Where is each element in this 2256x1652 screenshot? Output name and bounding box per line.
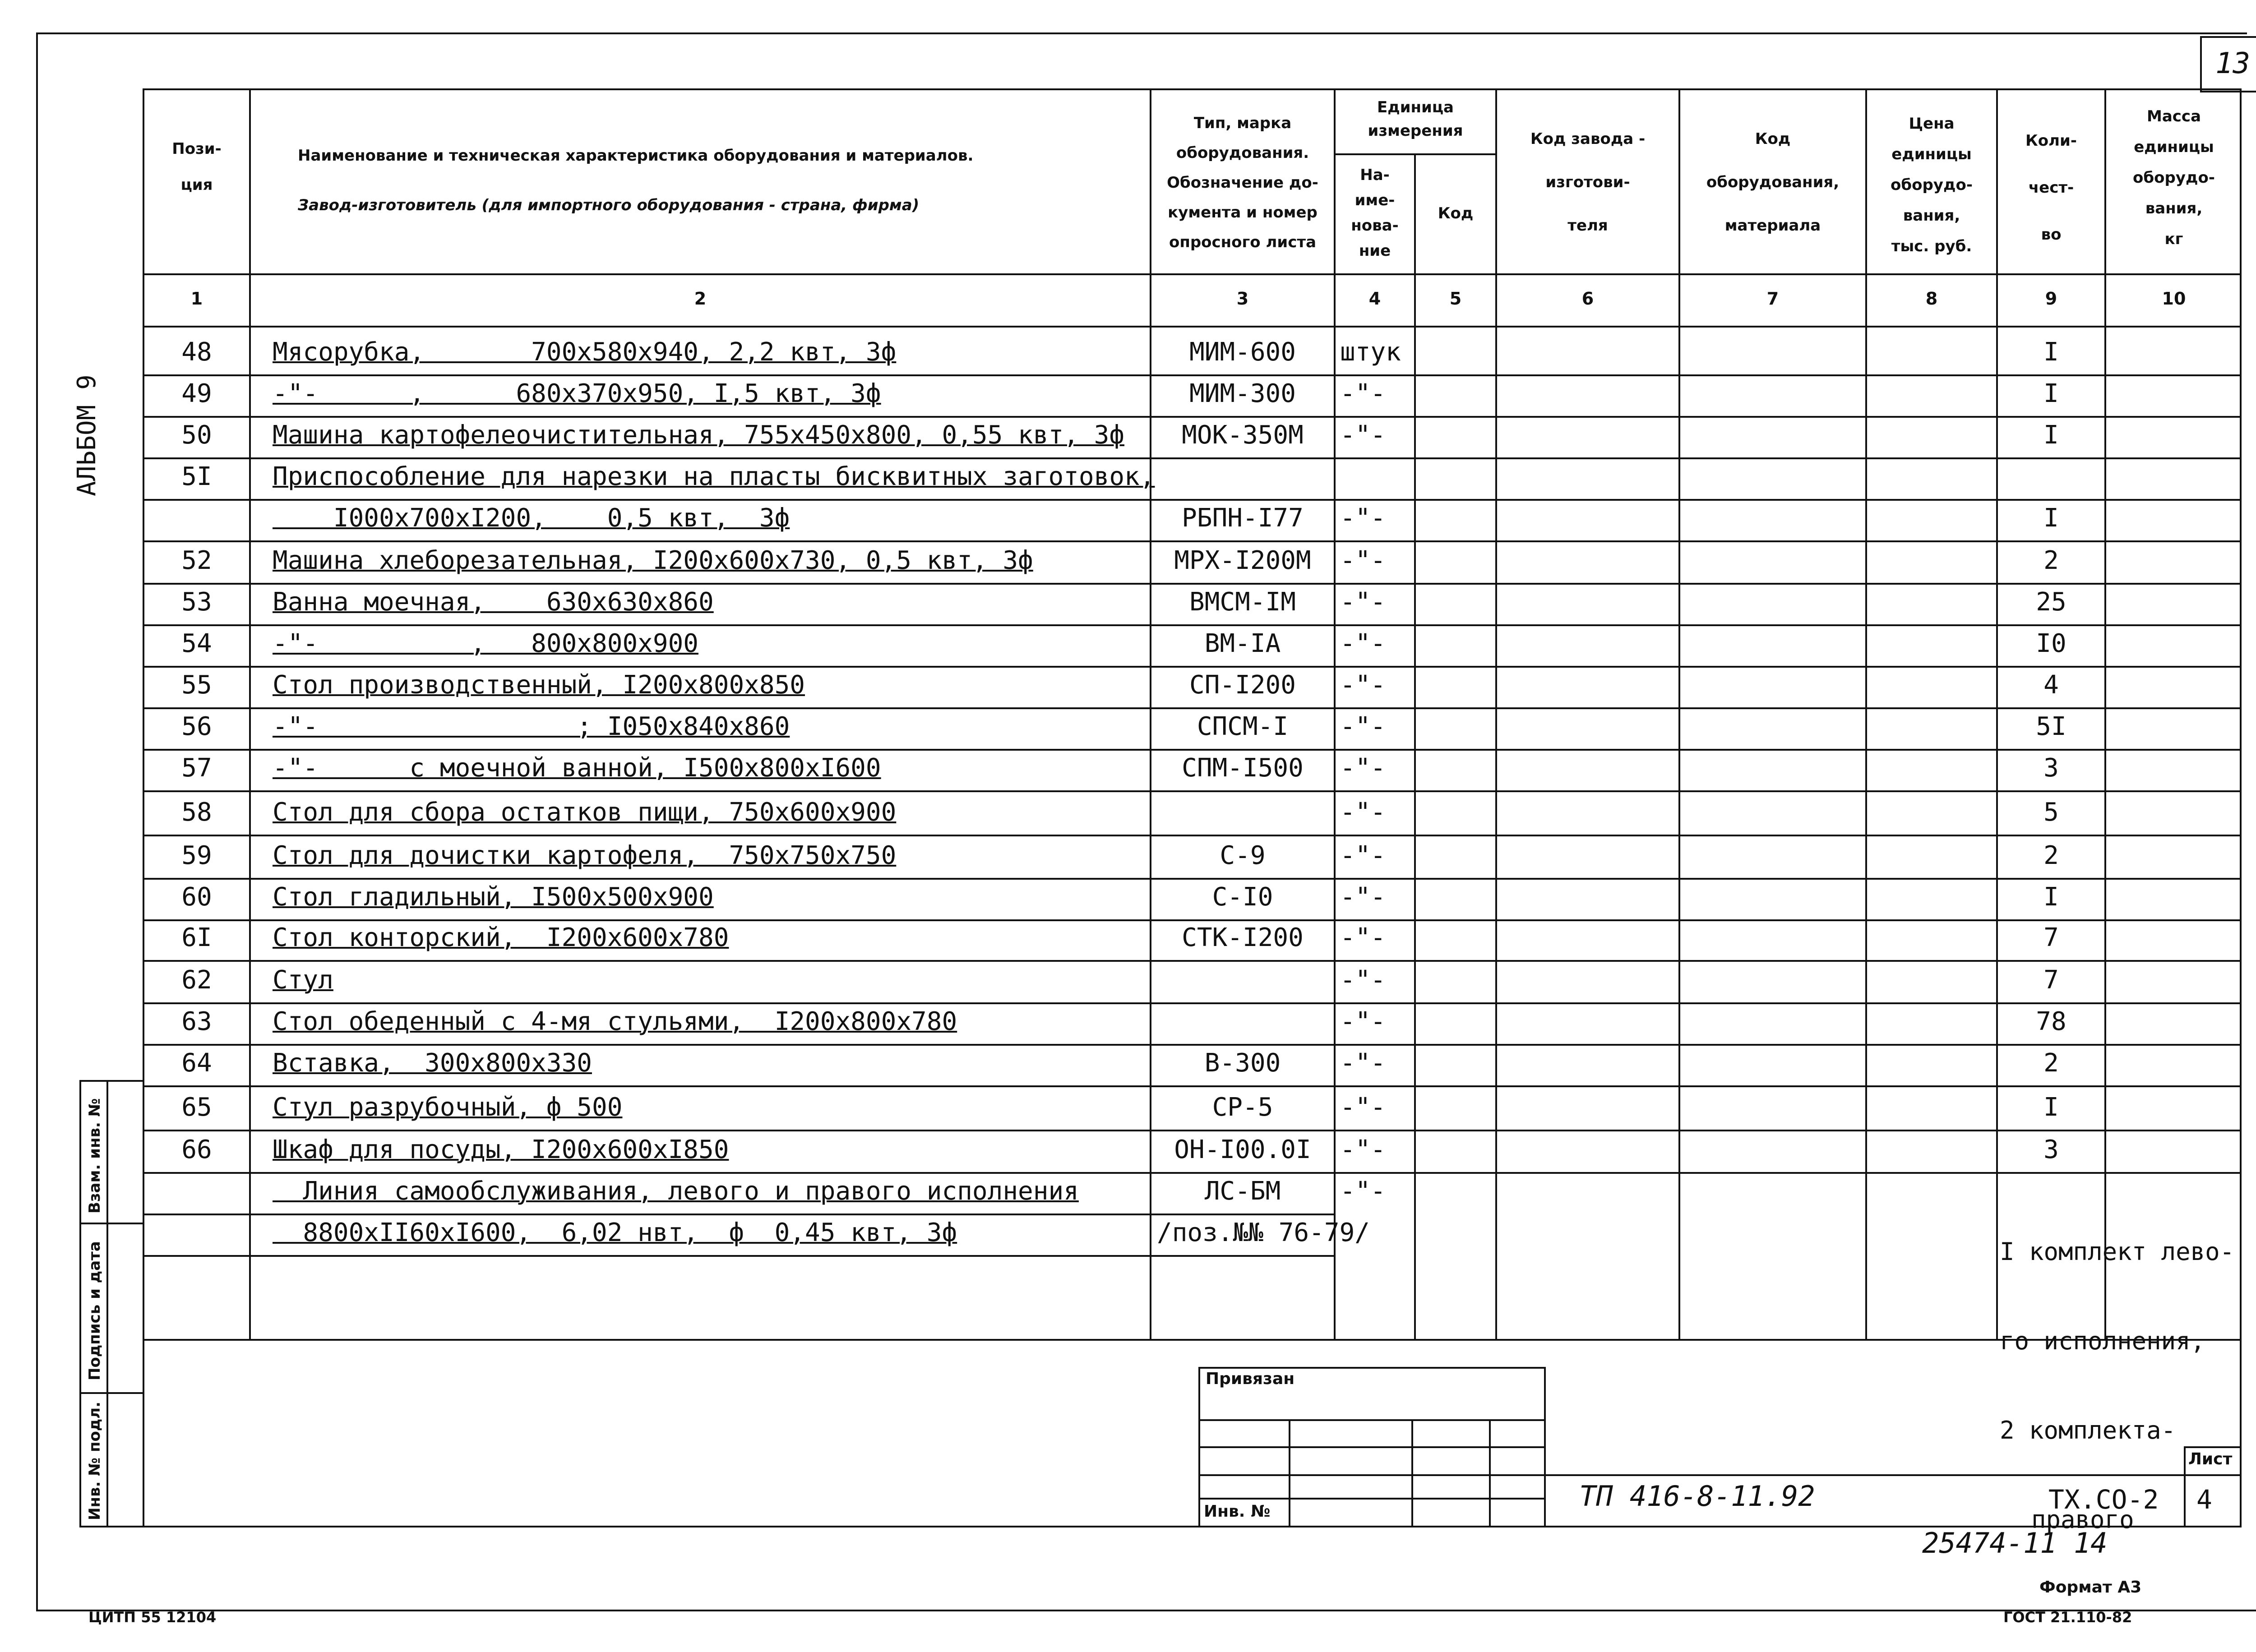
sheet-code: ТХ.СО-2: [2048, 1484, 2159, 1515]
colnum-7: 7: [1766, 289, 1779, 309]
row-type: МОК-350М: [1182, 420, 1304, 450]
table-row: [0, 335, 2256, 375]
row-unit: -"-: [1340, 1048, 1386, 1078]
row-type: МРХ-I200М: [1174, 546, 1311, 575]
list-box-top: [2184, 1446, 2242, 1448]
row-name: Машина картофелеочистительная, 755х450х800, 0,55 квт, 3ф: [273, 420, 1125, 450]
row-unit: -"-: [1340, 503, 1386, 533]
format-label: Формат А3: [2039, 1578, 2142, 1597]
row-name: Вставка, 300х800х330: [273, 1048, 592, 1078]
row-qty: 7: [2043, 923, 2059, 952]
row-unit: -"-: [1340, 712, 1386, 741]
row-name: Стол конторский, I200х600х780: [273, 923, 729, 952]
row-pos: 49: [181, 379, 212, 408]
table-row: [0, 795, 2256, 835]
row-type: ОН-I00.0I: [1174, 1135, 1311, 1164]
row-name: Стол для сбора остатков пищи, 750х600х900: [273, 798, 897, 827]
row-qty: I: [2043, 1093, 2059, 1122]
row-pos: 5I: [181, 462, 212, 491]
row-type: С-9: [1220, 841, 1266, 870]
row-qty: I: [2043, 337, 2059, 367]
corner-number: 13: [2215, 47, 2251, 80]
row-pos: 64: [181, 1048, 212, 1078]
table-row: [0, 920, 2256, 961]
row-type: СТК-I200: [1182, 923, 1304, 952]
privyazan-label: Привязан: [1206, 1370, 1295, 1388]
row-pos: 53: [181, 587, 212, 617]
row-pos: 60: [181, 882, 212, 912]
table-row: [0, 963, 2256, 1003]
row-qty: 7: [2043, 965, 2059, 995]
row-pos: 55: [181, 670, 212, 700]
row-name: Стол гладильный, I500х500х900: [273, 882, 714, 912]
header-col9: Коли- чест- во: [2025, 132, 2077, 244]
row-pos: 56: [181, 712, 212, 741]
row-type: В-300: [1204, 1048, 1281, 1078]
row-unit: -"-: [1340, 1007, 1386, 1036]
title-block-h: [1546, 1474, 2242, 1476]
row-name: Линия самообслуживания, левого и правого исполнения: [273, 1177, 1079, 1206]
row-unit: -"-: [1340, 670, 1386, 700]
row-name: -"- с моечной ванной, I500х800хI600: [273, 753, 881, 783]
footer-gost: ГОСТ 21.110-82: [2003, 1609, 2132, 1626]
row-unit: -"-: [1340, 798, 1386, 827]
row-type: СПМ-I500: [1182, 753, 1304, 783]
table-row: [0, 543, 2256, 584]
row-name: -"- , 680х370х950, I,5 квт, 3ф: [273, 379, 881, 408]
row-pos: 50: [181, 420, 212, 450]
row-unit: -"-: [1340, 882, 1386, 912]
row-pos: 65: [181, 1093, 212, 1122]
colnum-6: 6: [1581, 289, 1594, 309]
row-unit: -"-: [1340, 841, 1386, 870]
row-pos: 59: [181, 841, 212, 870]
outer-frame-bottom: [36, 1610, 2256, 1611]
privyazan-v3: [1489, 1419, 1491, 1527]
row-separator: [143, 835, 2242, 836]
colnum-9: 9: [2045, 289, 2057, 309]
header-col10: Масса единицы оборудо- вания, кг: [2133, 107, 2215, 248]
row-type: СП-I200: [1189, 670, 1296, 700]
corner-number-box: [2200, 36, 2256, 92]
row-qty: 2: [2043, 546, 2059, 575]
row-name: Ванна моечная, 630х630х860: [273, 587, 714, 617]
table-row: [0, 459, 2256, 500]
numbers-divider: [143, 326, 2242, 328]
row-qty: 2: [2043, 1048, 2059, 1078]
colnum-8: 8: [1925, 289, 1938, 309]
row-unit: -"-: [1340, 753, 1386, 783]
row-pos: 48: [181, 337, 212, 367]
privyazan-h4: [1198, 1498, 1546, 1500]
side-block-h2: [79, 1392, 144, 1394]
row-type: МИМ-300: [1189, 379, 1296, 408]
row-qty: I: [2043, 379, 2059, 408]
row-name: 8800хII60хI600, 6,02 нвт, ф 0,45 квт, 3ф: [273, 1218, 957, 1247]
table-row: [0, 376, 2256, 417]
row-unit: -"-: [1340, 587, 1386, 617]
table-row: [0, 751, 2256, 791]
side-block-h1: [79, 1223, 144, 1224]
header-col3: Тип, марка оборудования. Обозначение до- кумента и номер опросного листа: [1167, 114, 1318, 251]
table-row: [0, 1090, 2256, 1131]
row-type: /поз.№№ 76-79/: [1157, 1218, 1370, 1247]
header-col2: Наименование и техническая характеристика оборудования и материалов. Завод-изготовитель (для импортного оборудования - страна, фирма): [298, 147, 974, 214]
header-col8: Цена единицы оборудо- вания, тыс. руб.: [1891, 115, 1973, 255]
row-type: СПСМ-I: [1197, 712, 1289, 741]
row-type: РБПН-I77: [1182, 503, 1304, 533]
row-type: ВМСМ-IМ: [1189, 587, 1296, 617]
row-name: -"- , 800х800х900: [273, 629, 699, 658]
header-col5: Код: [1438, 204, 1474, 222]
side-label-replace-inv: Взам. инв. №: [86, 1098, 104, 1214]
table-row: [0, 418, 2256, 458]
row-type: МИМ-600: [1189, 337, 1296, 367]
doc-code: ТП 416-8-11.92: [1579, 1480, 1815, 1513]
row-name: Стул разрубочный, ф 500: [273, 1093, 623, 1122]
row-unit: -"-: [1340, 546, 1386, 575]
colnum-3: 3: [1236, 289, 1249, 309]
row-unit: -"-: [1340, 1093, 1386, 1122]
row-qty: 25: [2036, 587, 2066, 617]
row-name: Мясорубка, 700х580х940, 2,2 квт, 3ф: [273, 337, 897, 367]
privyazan-v2: [1411, 1419, 1413, 1527]
row-unit: штук: [1340, 337, 1401, 367]
row-name: Стол производственный, I200х800х850: [273, 670, 805, 700]
row-type: ВМ-IА: [1204, 629, 1281, 658]
table-row: [0, 668, 2256, 708]
row-name: I000х700хI200, 0,5 квт, 3ф: [273, 503, 790, 533]
outer-frame-top: [36, 32, 2247, 34]
list-number: 4: [2196, 1484, 2212, 1515]
row-unit: -"-: [1340, 923, 1386, 952]
colnum-2: 2: [694, 289, 707, 309]
table-row: [0, 1132, 2256, 1173]
table-row: [0, 501, 2256, 541]
row-qty: I0: [2036, 629, 2066, 658]
row-qty: 4: [2043, 670, 2059, 700]
table-row: [0, 1004, 2256, 1045]
row-unit: -"-: [1340, 379, 1386, 408]
row-separator: [143, 790, 2242, 792]
header-col6: Код завода - изготови- теля: [1530, 130, 1646, 235]
list-box-left: [2184, 1446, 2186, 1527]
row-name: Стул: [273, 965, 333, 995]
list-box-mid: [2184, 1474, 2242, 1476]
header-col4-group: Единица измерения: [1368, 98, 1463, 140]
header-col4-name: На- име- нова- ние: [1351, 166, 1399, 260]
line-kit-note: I комплект лево- го исполнения, 2 комплекта- правого: [2000, 1237, 2235, 1534]
row-pos: 57: [181, 753, 212, 783]
row-type: С-I0: [1212, 882, 1273, 912]
table-row: [0, 880, 2256, 920]
row-unit: -"-: [1340, 965, 1386, 995]
table-row: [0, 1046, 2256, 1086]
row-qty: 78: [2036, 1007, 2066, 1036]
row-type: ЛС-БМ: [1204, 1177, 1281, 1206]
row-pos: 63: [181, 1007, 212, 1036]
colnum-1: 1: [190, 289, 203, 309]
table-row: [0, 1174, 2256, 1214]
row-qty: 5I: [2036, 712, 2066, 741]
row-pos: 58: [181, 798, 212, 827]
row-separator: [143, 540, 2242, 542]
side-label-signature-date: Подпись и дата: [86, 1241, 104, 1380]
archive-number: 25474-11 14: [1922, 1527, 2108, 1560]
row-qty: I: [2043, 882, 2059, 912]
row-unit: -"-: [1340, 629, 1386, 658]
row-qty: 3: [2043, 753, 2059, 783]
row-name: Стол для дочистки картофеля, 750х750х750: [273, 841, 897, 870]
row-qty: 2: [2043, 841, 2059, 870]
row-separator: [143, 1255, 1334, 1257]
privyazan-h3: [1198, 1474, 1546, 1476]
table-row: [0, 838, 2256, 879]
row-separator: [143, 1130, 2242, 1131]
row-pos: 66: [181, 1135, 212, 1164]
list-label: Лист: [2188, 1450, 2233, 1468]
unit-group-divider: [1334, 153, 1495, 155]
footer-left: ЦИТП 55 12104: [88, 1609, 217, 1626]
row-qty: I: [2043, 503, 2059, 533]
row-name: -"- ; I050х840х860: [273, 712, 790, 741]
row-qty: 5: [2043, 798, 2059, 827]
side-block-divider: [106, 1080, 108, 1527]
row-name: Шкаф для посуды, I200х600хI850: [273, 1135, 729, 1164]
table-row: [0, 709, 2256, 750]
album-label: АЛЬБОМ 9: [72, 374, 102, 496]
row-pos: 52: [181, 546, 212, 575]
table-row: [0, 585, 2256, 625]
row-name: Стол обеденный с 4-мя стульями, I200х800х780: [273, 1007, 957, 1036]
row-separator: [143, 960, 2242, 962]
colnum-10: 10: [2162, 289, 2186, 309]
row-unit: -"-: [1340, 1177, 1386, 1206]
row-pos: 62: [181, 965, 212, 995]
privyazan-h1: [1198, 1419, 1546, 1421]
side-label-inv-original: Инв. № подл.: [86, 1401, 104, 1520]
inv-no-label: Инв. №: [1204, 1502, 1271, 1521]
header-col1: Пози- ция: [172, 140, 222, 194]
colnum-5: 5: [1449, 289, 1462, 309]
privyazan-v1: [1289, 1419, 1290, 1527]
row-qty: I: [2043, 420, 2059, 450]
header-col7: Код оборудования, материала: [1706, 130, 1840, 235]
title-block-area: [143, 1339, 2242, 1527]
colnum-4: 4: [1368, 289, 1381, 309]
row-pos: 54: [181, 629, 212, 658]
privyazan-h2: [1198, 1446, 1546, 1448]
row-name: Приспособление для нарезки на пласты бисквитных заготовок,: [273, 462, 1155, 491]
header-divider: [143, 273, 2242, 275]
table-row: [0, 626, 2256, 667]
row-name: Машина хлеборезательная, I200х600х730, 0,5 квт, 3ф: [273, 546, 1033, 575]
row-separator: [143, 1085, 2242, 1087]
row-unit: -"-: [1340, 1135, 1386, 1164]
row-pos: 6I: [181, 923, 212, 952]
row-qty: 3: [2043, 1135, 2059, 1164]
row-unit: -"-: [1340, 420, 1386, 450]
row-type: СР-5: [1212, 1093, 1273, 1122]
table-row: [0, 1215, 2256, 1256]
